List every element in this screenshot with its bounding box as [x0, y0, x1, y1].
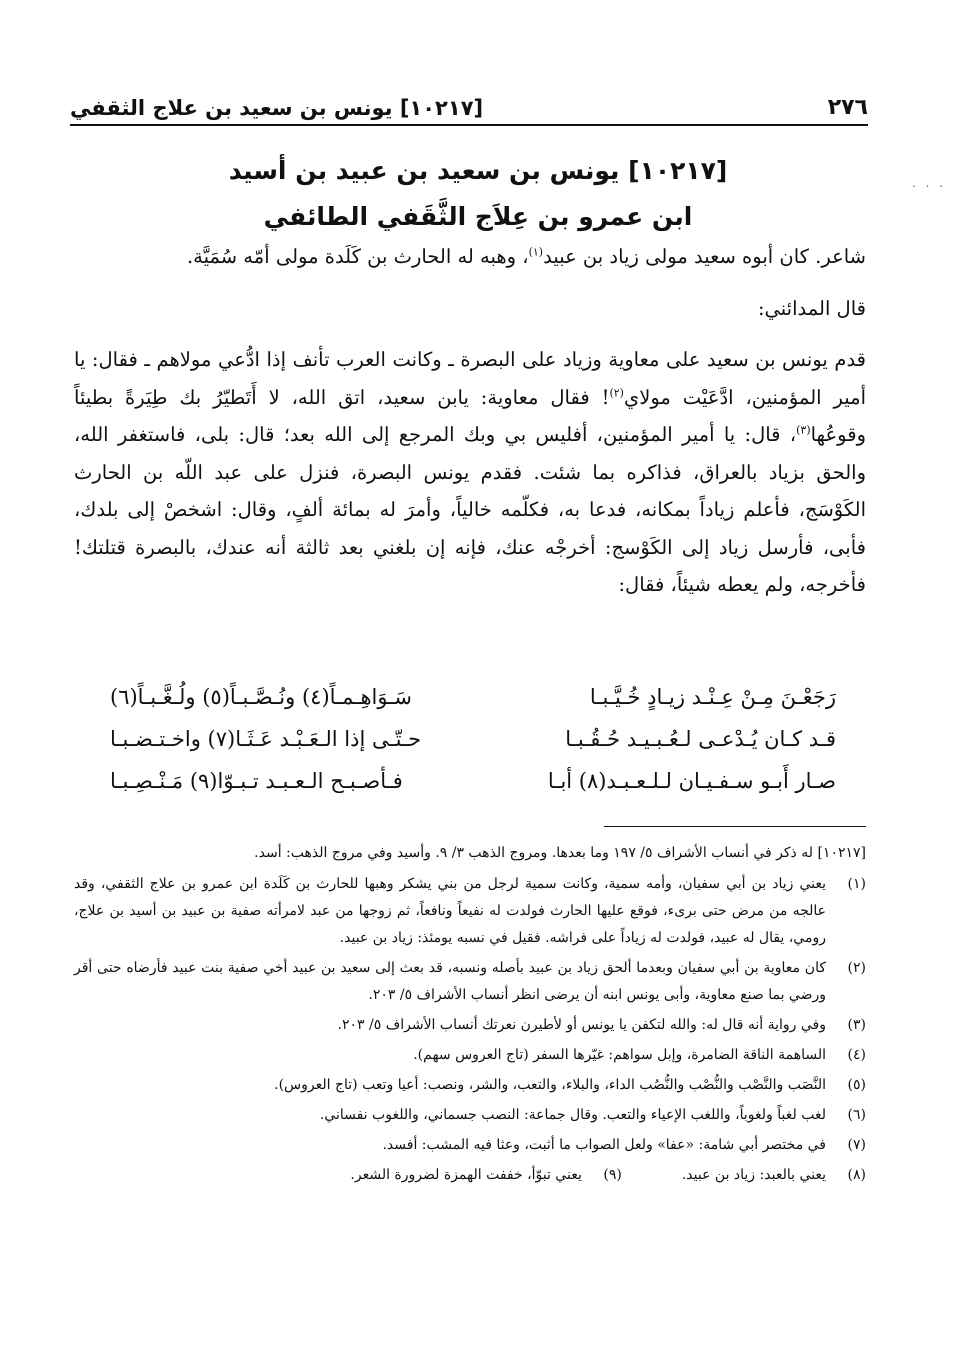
footnote-number: (٨) — [847, 1167, 866, 1183]
verse-first-hemistich: قـد كـان يُـدْعـى لـعُـبـيـد حُـقُـبـا — [565, 727, 836, 751]
footnote-text: يعني تبوّأ، خففت الهمزة لضرورة الشعر. — [350, 1167, 582, 1183]
footnote-pair — [74, 1162, 866, 1192]
footnote — [74, 1102, 866, 1129]
footnote-number: (١) — [847, 876, 866, 892]
verse-first-hemistich: صـار أَبـو سـفـيـان لـلـعـبـد(٨) أبـا — [547, 769, 836, 793]
footnote — [74, 1012, 866, 1039]
footnote — [350, 1162, 621, 1189]
narrative-text-b: ! فقال معاوية: يابن سعيد، اتق الله، لا أَتَطيّرُ بك طِيَرةً بطيئاً وقوعُها — [74, 385, 866, 446]
footnote-number: (٤) — [847, 1047, 866, 1063]
footnote-number: (٧) — [847, 1137, 866, 1153]
header-rule — [70, 124, 868, 126]
footnote-number: (٣) — [847, 1017, 866, 1033]
verse-second-hemistich: فـأصـبـح الـعـبـد تـبـوّا(٩) مَـنْـصِـبـا — [110, 769, 403, 793]
footnote — [74, 1072, 866, 1099]
footnote-number: (٢) — [847, 960, 866, 976]
footnote-ref-3: (٣) — [796, 423, 811, 437]
paragraph-intro-text-cont: ، وهبه له الحارث بن كَلَدة مولى أمّه سُمَيَّة. — [186, 245, 529, 268]
footnote-number: (٩) — [603, 1167, 622, 1183]
footnote-source: [١٠٢١٧] له ذكر في أنساب الأشراف ٥/ ١٩٧ وما بعدها. ومروج الذهب ٣/ ٩. وأسيد وفي مروج الذهب: أسد. — [254, 845, 866, 861]
paragraph-intro — [74, 238, 866, 276]
body-text — [74, 238, 866, 604]
footnote-number: (٥) — [847, 1077, 866, 1093]
running-header — [70, 86, 868, 120]
footnote — [682, 1162, 866, 1189]
paragraph-madaini: قال المدائني: — [757, 296, 866, 320]
footnote-text: وفي رواية أنه قال له: والله لتكفن يا يونس أو لأطيرن نعرتك أنساب الأشراف ٥/ ٢٠٣. — [337, 1017, 826, 1033]
margin-mark: . . . — [912, 176, 947, 190]
running-header-title: [١٠٢١٧] يونس بن سعيد بن علاج الثقفي — [70, 96, 484, 120]
narrative-text-c: ، قال: يا أمير المؤمنين، أفليس بي وبك المرجع إلى الله بعد؛ قال: بلى، فاستغفر الله، والحق بزياد بالعراق، فذاكره بما شئت. فقدم يونس البصرة، فنزل على عبد اللّه بن الحارث الكَوْسَج، فأعلم زياداً بمكانه، فدعا به، فكلّمه خالياً، وأمرَ له بمائة ألفٍ، وقال: اشخصْ إلى بلدك، فأبى، فأرسل زياد إلى الكَوْسج: أخرجْه عنك، فإنه إن بلغني بعد ثالثة أنه عندك، بالبصرة قتلتك! فأخرجه، ولم يعطه شيئاً، فقال: — [74, 423, 866, 596]
footnotes — [74, 840, 866, 1192]
poem-verse — [110, 718, 836, 760]
footnote-text: يعني بالعبد: زياد بن عبيد. — [681, 1167, 826, 1183]
poem — [110, 676, 836, 802]
footnote-text: الساهمة الناقة الضامرة، وإبل سواهم: غيّرها السفر (تاج العروس سهم). — [413, 1047, 826, 1063]
verse-first-hemistich: رَجَعْـنَ مِـنْ عِـنْـد زيـادٍ خُـيَّـبـا — [589, 685, 836, 709]
verse-second-hemistich: سَـوَاهِـمـاً(٤) ونُـصَّـبـاً(٥) ولُـغَّـبـاً(٦) — [110, 685, 412, 709]
poem-verse — [110, 676, 836, 718]
paragraph-narrative — [74, 341, 866, 604]
footnote-text: يعني زياد بن أبي سفيان، وأمه سمية، وكانت سمية لرجل من بني يشكر وهبها للحارث بن كَلَدة ابن عمرو بن علاج الثقفي، وقد عالجه من مرض حتى برىء، فوقع عليها الحارث فولدت له نفيعاً ونافعاً، ثم زوجها من عبد لامرأته صفية بن عبيد بن أسيد بن علاج، رومي، يقال له عبيد، فولدت له زياداً على فراشه. فقيل في نسبه يومئذ: زياد بن عبيد. — [74, 876, 826, 946]
narrative-text-a: قدم يونس بن سعيد على معاوية وزياد على البصرة ـ وكانت العرب تأنف إذا ادُّعي مولاهم ـ فقال: يا أمير المؤمنين، ادَّعَيْت مولاي — [74, 348, 866, 409]
entry-title — [130, 148, 826, 240]
footnote-ref-1: (١) — [528, 245, 544, 259]
page-number: ٢٧٦ — [827, 95, 868, 120]
entry-title-line-2: ابن عمرو بن عِلاَج الثَّقَفي الطائفي — [263, 202, 693, 231]
paragraph-intro-text: شاعر. كان أبوه سعيد مولى زياد بن عبيد — [543, 245, 866, 268]
footnote-text: كان معاوية بن أبي سفيان وبعدما ألحق زياد بن عبيد بأصله ونسبه، قد بعث إلى سعيد بن عبيد أخي صفية بنت عبيد فأرضاه حتى أقر ورضي بما صنع معاوية، وأبى يونس ابنه أن يرضى انظر أنساب الأشراف ٥/ ٢٠٣. — [74, 960, 826, 1003]
footnote — [74, 1132, 866, 1159]
footnote-number: (٦) — [847, 1107, 866, 1123]
footnote-text: في مختصر أبي شامة: «عفا» ولعل الصواب ما أثبت، وعثا فيه المشب: أفسد. — [382, 1137, 826, 1153]
verse-second-hemistich: حـتّـى إذا الـعَـبْـد عَـثَـا(٧) واخـتـضـبـا — [110, 727, 422, 751]
footnote-text: لغب لغباً ولغوباً، واللغب الإعياء والتعب. وقال جماعة: النصب جسماني، واللغوب نفساني. — [319, 1107, 826, 1123]
entry-title-line-1: [١٠٢١٧] يونس بن سعيد بن عبيد بن أسيد — [228, 156, 728, 185]
footnote — [74, 955, 866, 1009]
footnote-separator — [604, 826, 866, 827]
footnote — [74, 1042, 866, 1069]
poem-verse — [110, 760, 836, 802]
footnote — [74, 871, 866, 952]
footnote-text: النَّصَب والنَّصْب والنُّصْب والنُّصُب الداء، والبلاء، والتعب، والشر، ونصب: أعيا وتعب (تاج العروس). — [274, 1077, 826, 1093]
footnote-ref-2: (٢) — [609, 386, 624, 399]
